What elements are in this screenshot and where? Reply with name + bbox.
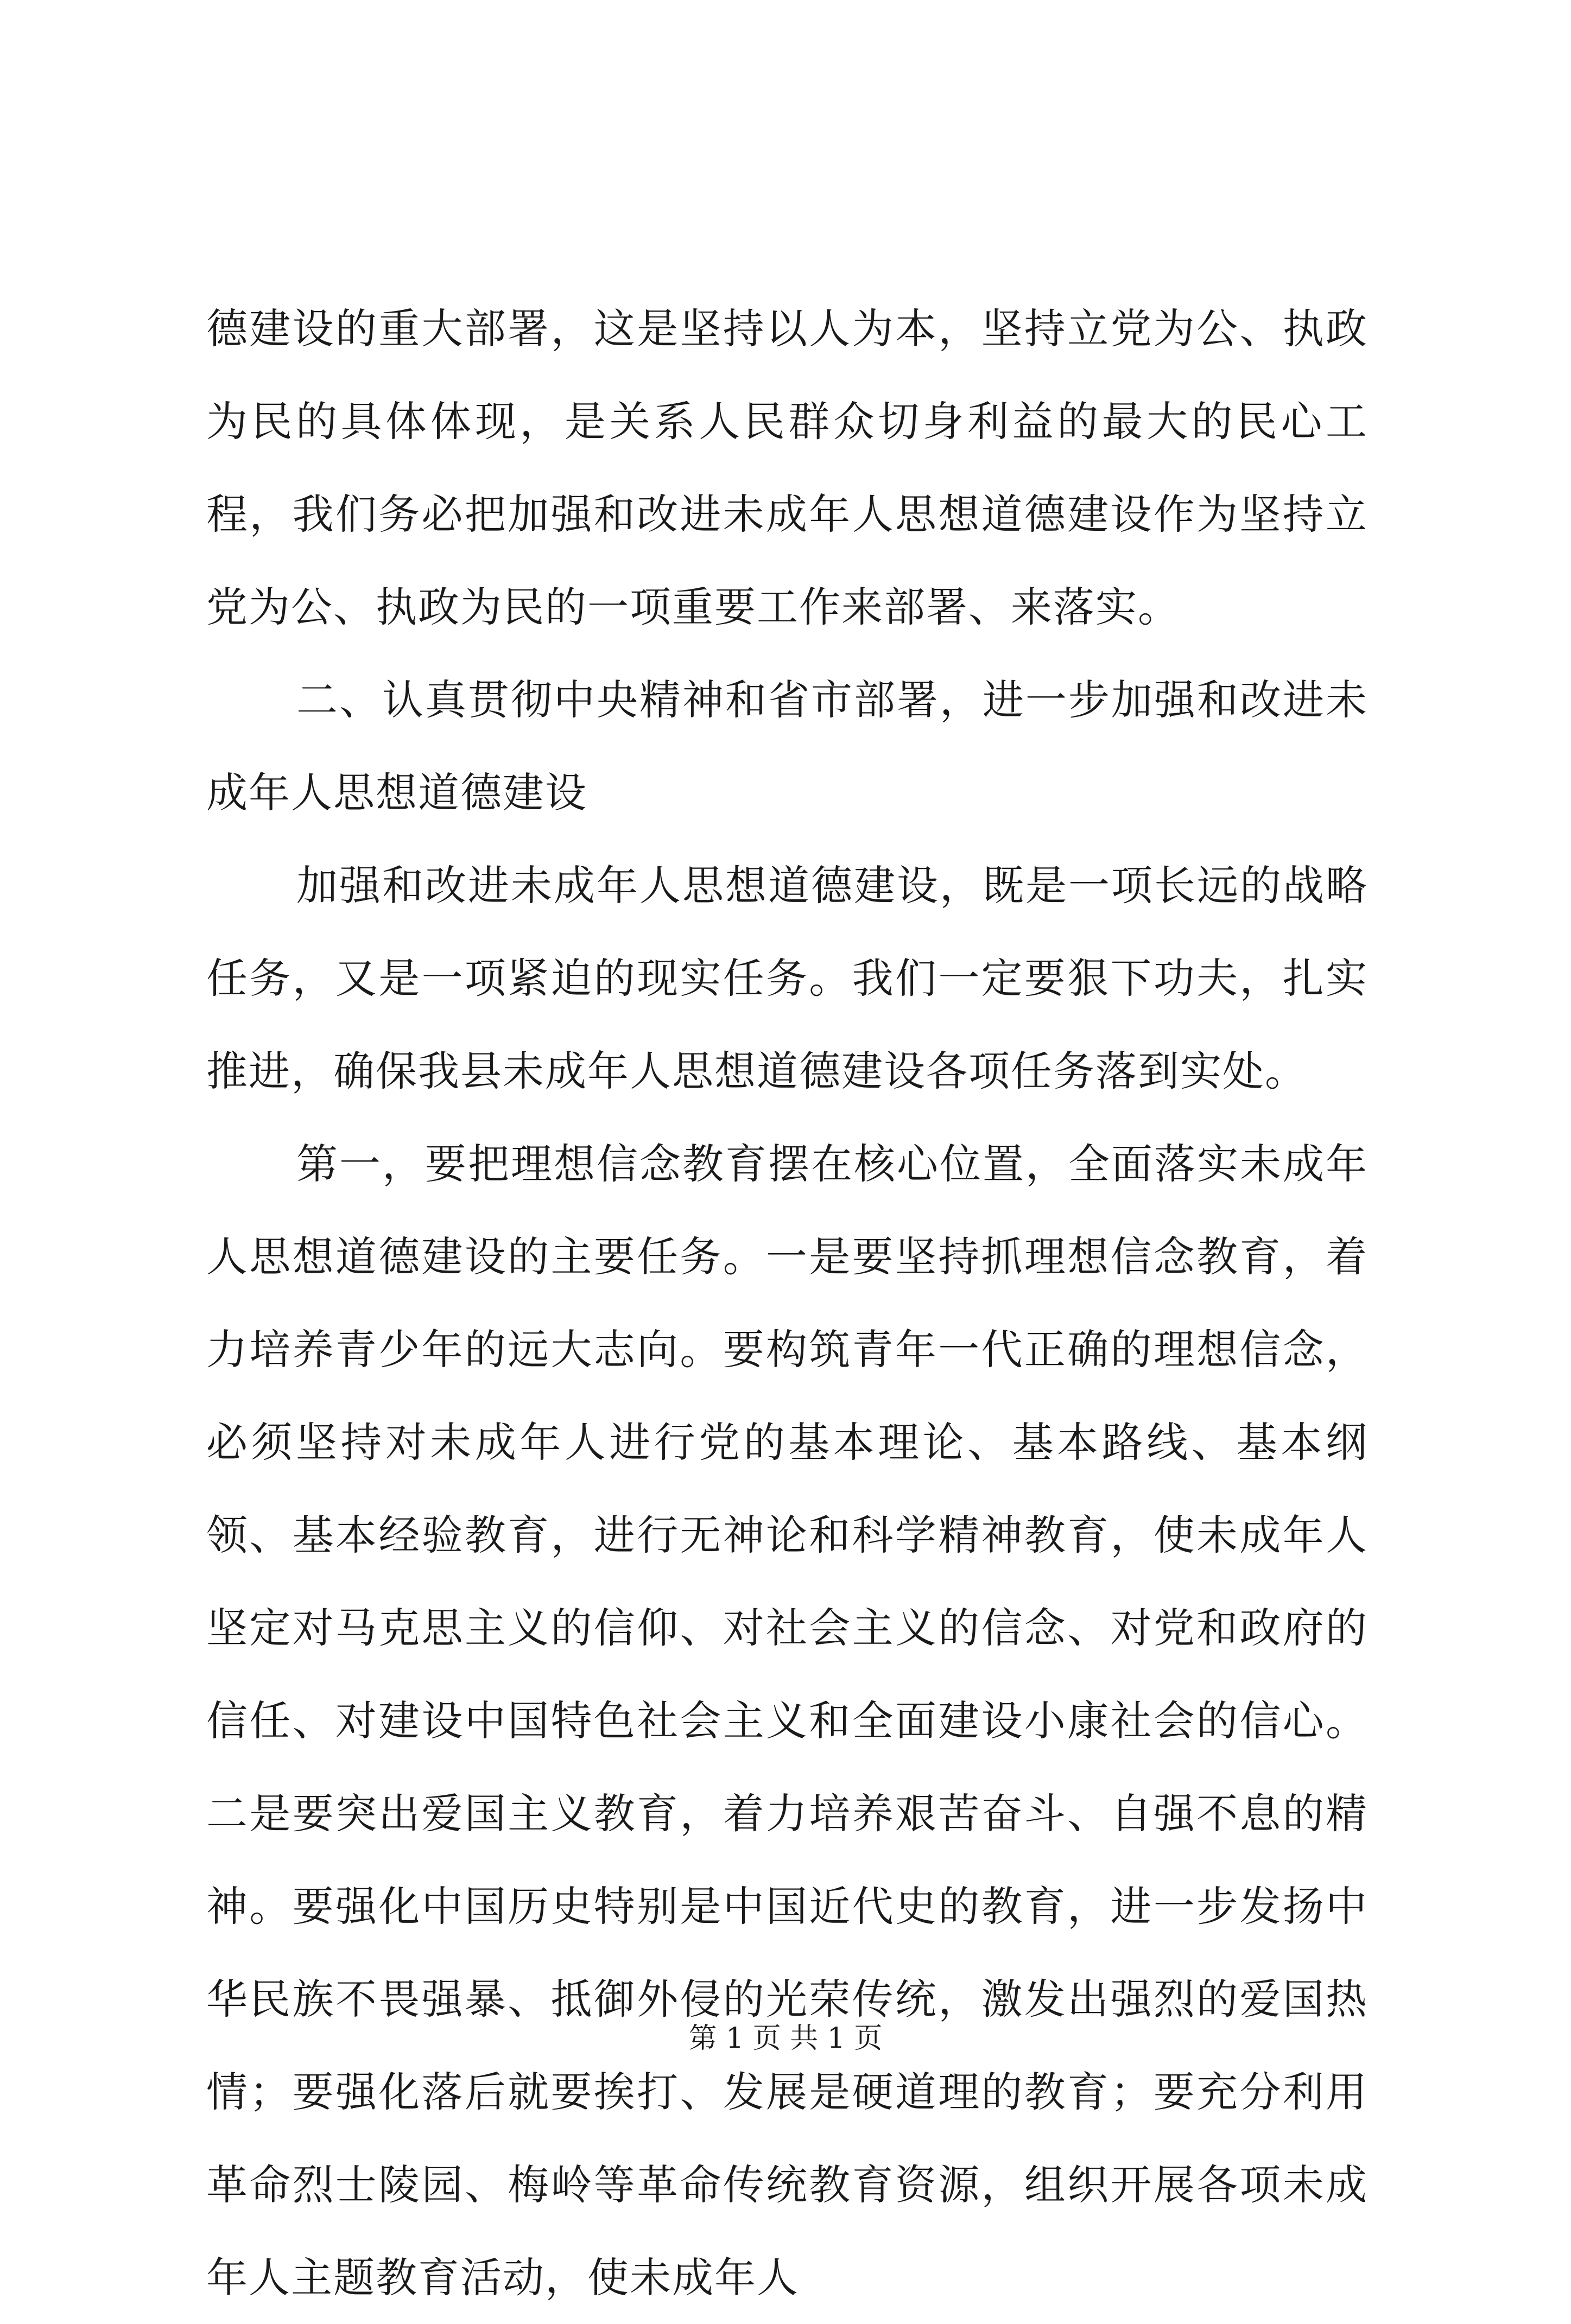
paragraph-4: 第一，要把理想信念教育摆在核心位置，全面落实未成年人思想道德建设的主要任务。一是要坚持抓理想信念教育，着力培养青少年的远大志向。要构筑青年一代正确的理想信念，必须坚持对未成年人进行党的基本理论、基本路线、基本纲领、基本经验教育，进行无神论和科学精神教育，使未成年人坚定对马克思主义的信仰、对社会主义的信念、对党和政府的信任、对建设中国特色社会主义和全面建设小康社会的信心。二是要突出爱国主义教育，着力培养艰苦奋斗、自强不息的精神。要强化中国历史特别是中国近代史的教育，进一步发扬中华民族不畏强暴、抵御外侵的光荣传统，激发出强烈的爱国热情；要强化落后就要挨打、发展是硬道理的教育；要充分利用革命烈士陵园、梅岭等革命传统教育资源，组织开展各项未成年人主题教育活动，使未成年人 xyxy=(206,1140,1368,2302)
page-number-footer: 第 1 页 共 1 页 xyxy=(688,2022,883,2055)
paragraph-1: 德建设的重大部署，这是坚持以人为本，坚持立党为公、执政为民的具体体现，是关系人民群众切身利益的最大的民心工程，我们务必把加强和改进未成年人思想道德建设作为坚持立党为公、执政为民的一项重要工作来部署、来落实。 xyxy=(206,304,1368,631)
paragraph-2-heading: 二、认真贯彻中央精神和省市部署，进一步加强和改进未成年人思想道德建设 xyxy=(206,676,1368,817)
paragraph-3: 加强和改进未成年人思想道德建设，既是一项长远的战略任务，又是一项紧迫的现实任务。我们一定要狠下功夫，扎实推进，确保我县未成年人思想道德建设各项任务落到实处。 xyxy=(206,861,1368,1095)
